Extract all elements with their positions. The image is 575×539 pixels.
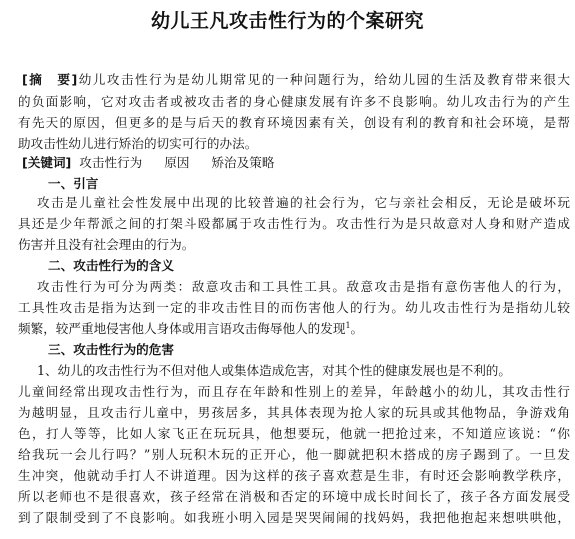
section1-line-1: 攻击是儿童社会性发展中出现的比较普遍的社会行为，它与亲社会相反，无论是破坏玩 [37, 195, 570, 210]
section3-line-1: 1、幼儿的攻击性行为不但对他人或集体造成危害，对其个性的健康发展也是不利的。 [37, 363, 511, 378]
abstract-line-1 [22, 70, 570, 90]
section3-line-6: 生冲突，他就动手打人不讲道理。因为这样的孩子喜欢惹是生非，有时还会影响教学秩序， [18, 468, 570, 483]
section2-line-2: 工具性攻击是指为达到一定的非攻击性目的而伤害他人的行为。幼儿攻击性行为是指幼儿较 [18, 300, 570, 315]
keywords-line [22, 153, 574, 173]
section2-end-punct: 。 [350, 321, 364, 336]
abstract-line-4: 助攻击性幼儿进行矫治的切实可行的办法。 [18, 136, 258, 151]
section3-line-7: 所以老师也不是很喜欢，孩子经常在消极和否定的环境中成长时间长了，孩子各方面发展受 [18, 489, 570, 504]
section-heading-harm: 三、攻击性行为的危害 [48, 342, 174, 357]
section1-line-2: 具还是少年帮派之间的打架斗殴都属于攻击性行为。攻击性行为是只故意对人身和财产造成 [18, 216, 570, 231]
abstract-text: 幼儿攻击性行为是幼儿期常见的一种问题行为，给幼儿园的生活及教育带来很大 [77, 72, 570, 87]
keyword-item: 攻击性行为 [79, 155, 143, 170]
section-heading-definition: 二、攻击性行为的含义 [48, 258, 174, 273]
section3-line-2: 儿童间经常出现攻击性行为，而且存在年龄和性别上的差异，年龄越小的幼儿，其攻击性行 [18, 384, 570, 399]
keyword-item: 矫治及策略 [211, 155, 275, 170]
section-heading-introduction: 一、引言 [48, 176, 99, 191]
section1-line-3: 伤害并且没有社会理由的行为。 [18, 237, 195, 252]
section3-line-3: 为越明显，且攻击行儿童中，男孩居多，其具体表现为抢人家的玩具或其他物品，争游戏角 [18, 405, 570, 420]
document-title: 幼儿王凡攻击性行为的个案研究 [150, 10, 424, 32]
abstract-line-3: 有先天的原因，但更多的是与后天的教育环境因素有关，创设有利的教育和社会环境，是帮 [18, 115, 570, 130]
footnote-marker[interactable]: 1 [345, 321, 351, 330]
section3-line-5: 给我玩一会儿行吗？”别人玩积木玩的正开心，他一脚就把积木搭成的房子踢到了。一旦发 [18, 447, 570, 462]
abstract-label: [摘 要] [22, 72, 78, 87]
keywords-label: [关键词] [22, 155, 72, 170]
keyword-item: 原因 [164, 155, 190, 170]
section2-line-3-text: 频繁，较严重地侵害他人身体或用言语攻击侮辱他人的发现 [18, 321, 346, 336]
abstract-line-2: 的负面影响，它对攻击者或被攻击者的身心健康发展有许多不良影响。幼儿攻击行为的产生 [18, 94, 570, 109]
section2-line-3 [18, 319, 570, 339]
section3-line-4: 色，打人等等，比如人家飞正在玩玩具，他想要玩，他就一把抢过来，不知道应该说：“你 [18, 426, 570, 441]
section3-line-8: 到了限制受到了不良影响。如我班小明入园是哭哭闹闹的找妈妈，我把他抱起来想哄哄他， [18, 510, 570, 525]
section2-line-1: 攻击性行为可分为两类：敌意攻击和工具性工具。敌意攻击是指有意伤害他人的行为， [37, 279, 570, 294]
